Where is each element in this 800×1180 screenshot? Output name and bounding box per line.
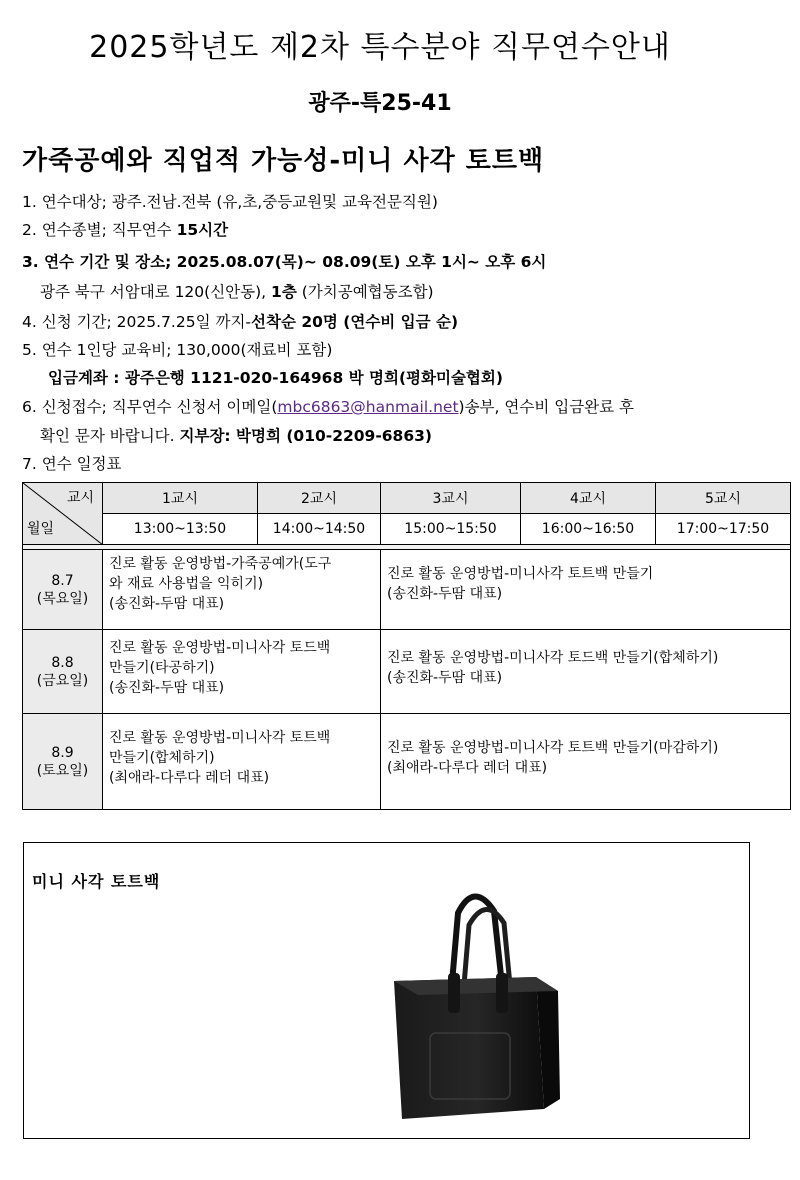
session-instructor: (송진화-두땀 대표)	[109, 596, 225, 612]
session-line: 만들기(타공하기)	[109, 660, 215, 676]
table-row	[23, 550, 791, 630]
schedule-corner-cell	[23, 483, 103, 545]
item-apply-period	[22, 310, 458, 332]
session-cell-left	[103, 714, 381, 810]
session-instructor: (최애라-다루다 레더 대표)	[109, 770, 270, 786]
item-apply-label: 6. 신청접수; 직무연수 신청서 이메일(	[22, 398, 278, 416]
black-tote-bag-icon	[374, 873, 574, 1133]
session-line: 진로 활동 운영방법-미니사각 토드백 만들기(합체하기)	[387, 650, 719, 666]
date-cell	[23, 714, 103, 810]
date-cell	[23, 550, 103, 630]
session-line: 진로 활동 운영방법-미니사각 토트백 만들기(마감하기)	[387, 740, 719, 756]
session-cell-right	[381, 714, 791, 810]
period-header: 4교시	[521, 483, 656, 514]
session-line: 진로 활동 운영방법-미니사각 토트백 만들기	[387, 566, 654, 582]
session-instructor: (송진화-두땀 대표)	[387, 670, 503, 686]
session-instructor: (송진화-두땀 대표)	[387, 586, 503, 602]
weekday-label: (금요일)	[36, 672, 89, 689]
period-header: 2교시	[258, 483, 381, 514]
product-image-label: 미니 사각 토트백	[32, 872, 161, 891]
session-line: 진로 활동 운영방법-가죽공예가(도구	[109, 556, 332, 572]
item-target: 1. 연수대상; 광주.전남.전북 (유,초,중등교원및 교육전문직원)	[22, 193, 438, 211]
item-location-address: 광주 북구 서암대로 120(신안동),	[40, 283, 272, 301]
time-header: 14:00~14:50	[258, 514, 381, 545]
item-period-dates: 2025.08.07(목)~ 08.09(토) 오후 1시~ 오후 6시	[176, 253, 547, 271]
item-location	[40, 280, 434, 302]
page-title: 2025학년도 제2차 특수분야 직무연수안내	[89, 30, 671, 65]
period-header: 3교시	[381, 483, 521, 514]
schedule-header-times	[23, 514, 791, 545]
product-image-box	[23, 842, 750, 1139]
time-header: 17:00~17:50	[656, 514, 791, 545]
item-apply	[22, 395, 634, 417]
item-fee: 5. 연수 1인당 교육비; 130,000(재료비 포함)	[22, 341, 333, 359]
session-line: 진로 활동 운영방법-미니사각 토드백	[109, 640, 331, 656]
date-cell	[23, 630, 103, 714]
session-cell-right	[381, 630, 791, 714]
session-instructor: (송진화-두땀 대표)	[109, 680, 225, 696]
session-line: 진로 활동 운영방법-미니사각 토트백	[109, 730, 331, 746]
item-schedule-heading: 7. 연수 일정표	[22, 455, 122, 473]
session-cell-left	[103, 630, 381, 714]
time-header: 13:00~13:50	[103, 514, 258, 545]
item-type-hours: 15시간	[176, 221, 229, 239]
date-label: 8.9	[51, 744, 74, 761]
table-row	[23, 714, 791, 810]
item-bank-account: 입금계좌 : 광주은행 1121-020-164968 박 명희(평화미술협회)	[48, 369, 503, 387]
item-apply-period-note: 선착순 20명 (연수비 입금 순)	[251, 313, 459, 331]
item-apply-tail: )송부, 연수비 입금완료 후	[458, 398, 635, 416]
corner-label-date: 월일	[27, 521, 55, 537]
item-period	[22, 250, 546, 272]
session-instructor: (최애라-다루다 레더 대표)	[387, 760, 548, 776]
session-cell-left	[103, 550, 381, 630]
course-code: 광주-특25-41	[308, 91, 452, 116]
session-cell-right	[381, 550, 791, 630]
item-contact: 지부장: 박명희 (010-2209-6863)	[179, 427, 432, 445]
period-header: 1교시	[103, 483, 258, 514]
period-header: 5교시	[656, 483, 791, 514]
email-link[interactable]: mbc6863@hanmail.net	[277, 398, 459, 416]
schedule-header-periods	[23, 483, 791, 514]
schedule-table	[22, 482, 791, 810]
weekday-label: (토요일)	[36, 762, 89, 779]
item-location-floor: 1층	[271, 283, 297, 301]
time-header: 15:00~15:50	[381, 514, 521, 545]
item-type-label: 2. 연수종별; 직무연수	[22, 221, 177, 239]
table-row	[23, 630, 791, 714]
date-label: 8.8	[51, 654, 74, 671]
weekday-label: (목요일)	[36, 590, 89, 607]
item-confirm	[40, 424, 432, 446]
time-header: 16:00~16:50	[521, 514, 656, 545]
item-location-venue: (가치공예협동조합)	[296, 283, 434, 301]
item-type	[22, 218, 228, 240]
corner-label-period: 교시	[66, 490, 94, 506]
session-line: 만들기(합체하기)	[109, 750, 215, 766]
item-confirm-text: 확인 문자 바랍니다.	[40, 427, 180, 445]
item-period-label: 3. 연수 기간 및 장소;	[22, 253, 177, 271]
course-subtitle: 가죽공예와 직업적 가능성-미니 사각 토트백	[22, 146, 545, 176]
date-label: 8.7	[51, 572, 74, 589]
item-apply-period-label: 4. 신청 기간; 2025.7.25일 까지-	[22, 313, 252, 331]
session-line: 와 재료 사용법을 익히기)	[109, 576, 264, 592]
